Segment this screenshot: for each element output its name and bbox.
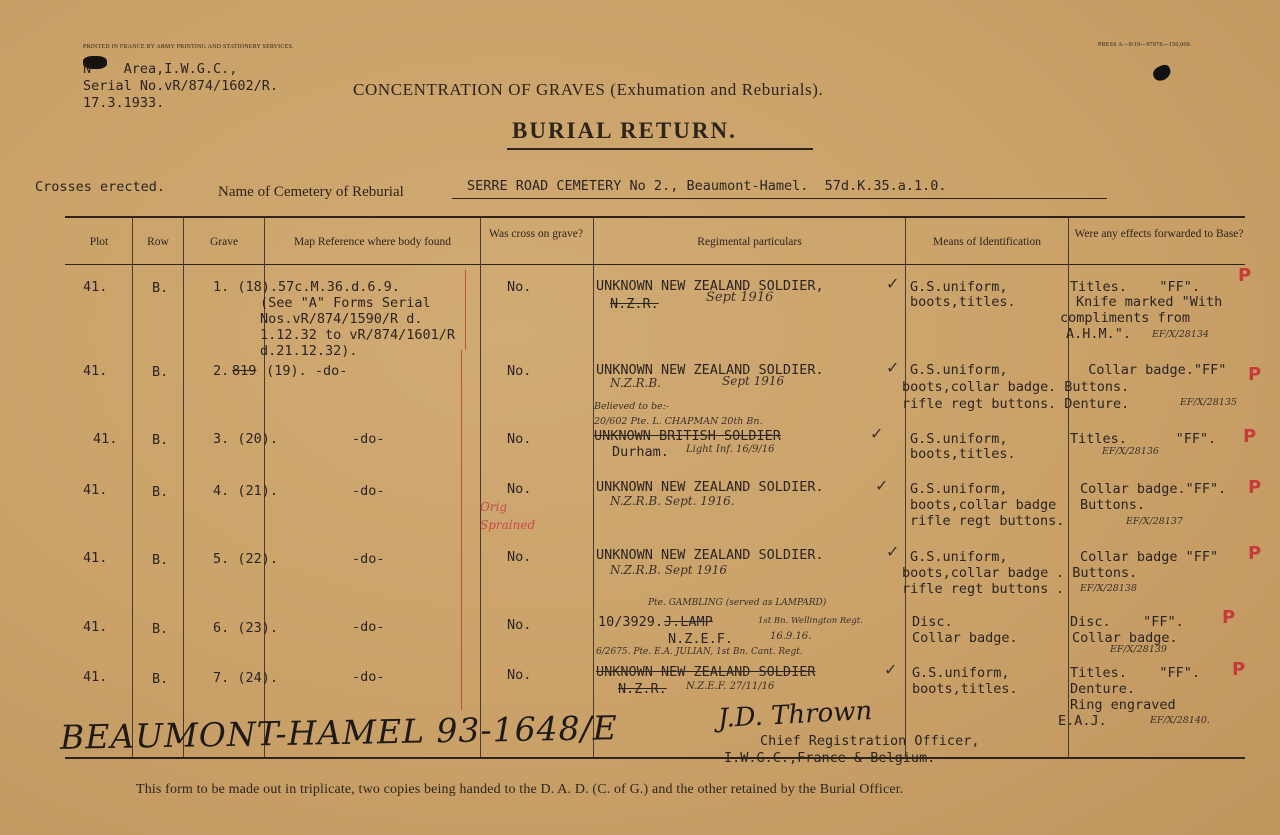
regimental-struck: UNKNOWN NEW ZEALAND SOLDIER	[596, 664, 816, 680]
press-note: PRESS A—9/19—9787S—150,000.	[1098, 42, 1192, 48]
red-mark: P	[1243, 426, 1257, 447]
regimental-line2: N.Z.R.B.	[610, 376, 661, 390]
officer-organisation: I.W.G.C.,France & Belgium.	[724, 750, 936, 766]
effects-line: Titles. "FF".	[1070, 431, 1217, 447]
regimental-hand: N.Z.R.B. Sept. 1916.	[610, 494, 735, 508]
effects-ref: EF/X/28140.	[1150, 715, 1210, 726]
map-ref-line: Nos.vR/874/1590/R d.	[260, 311, 423, 327]
effects-line: . Denture.	[1048, 396, 1130, 412]
identification-line: G.S.uniform,	[912, 665, 1010, 681]
cross-cell: No.	[507, 617, 532, 633]
effects-line: .	[1056, 581, 1065, 597]
check-mark-icon: ✓	[884, 660, 898, 679]
regimental-line1: 10/3929.	[598, 614, 664, 630]
regimental-struck: UNKNOWN BRITISH SOLDIER	[594, 428, 781, 444]
red-mark: P	[1238, 265, 1252, 286]
identification-line: boots,collar badge	[902, 379, 1049, 395]
check-mark-icon: ✓	[870, 424, 884, 443]
map-ref-cell: -do-	[352, 431, 385, 447]
regimental-hand-note: 6/2675. Pte. E.A. JULIAN, 1st Bn. Cant. Regt.	[596, 647, 803, 657]
effects-ref: EF/X/28137	[1126, 516, 1183, 527]
col-divider	[905, 217, 906, 757]
regimental-line: UNKNOWN NEW ZEALAND SOLDIER.	[596, 547, 824, 563]
effects-line: Titles. "FF".	[1070, 279, 1201, 295]
regimental-hand: Sept 1916	[722, 374, 785, 388]
effects-line: Collar badge "FF"	[1080, 549, 1219, 565]
area-line: N Area,I.W.G.C.,	[83, 61, 238, 77]
plot-cell: 41.	[83, 669, 108, 685]
check-mark-icon: ✓	[875, 476, 889, 495]
handwritten-reference: BEAUMONT-HAMEL 93-1648/E	[59, 708, 619, 757]
col-divider	[183, 217, 184, 757]
regimental-hand-name: 20/602 Pte. L. CHAPMAN 20th Bn.	[594, 416, 763, 427]
col-divider	[132, 217, 133, 757]
row-cell: B.	[152, 621, 169, 637]
regimental-line2: Durham.	[612, 444, 669, 460]
cross-cell: No.	[507, 549, 532, 565]
printer-note: PRINTED IN FRANCE BY ARMY PRINTING AND STATIONERY SERVICES.	[83, 44, 294, 50]
effects-line: E.A.J.	[1058, 713, 1107, 729]
grave-cell: 6. (23).	[213, 620, 279, 636]
column-header-effects: Were any effects forwarded to Base?	[1074, 228, 1244, 240]
row-cell: B.	[152, 280, 169, 296]
plot-cell: 41.	[83, 482, 108, 498]
regimental-struck: N.Z.R.	[610, 296, 659, 312]
effects-line: . Buttons.	[1056, 565, 1138, 581]
identification-line: boots,collar badge	[902, 565, 1049, 581]
effects-ref: EF/X/28135	[1180, 397, 1237, 408]
column-header-map-reference: Map Reference where body found	[293, 236, 452, 248]
effects-line: A.H.M.".	[1066, 326, 1132, 342]
cemetery-underline	[452, 198, 1107, 199]
map-ref-line: 1.12.32 to vR/874/1601/R	[260, 327, 456, 343]
red-mark: P	[1222, 607, 1236, 628]
regimental-hand: N.Z.R.B. Sept 1916	[610, 563, 727, 577]
identification-line: Collar badge.	[912, 630, 1018, 646]
effects-ref: EF/X/28134	[1152, 329, 1209, 340]
form-instruction: This form to be made out in triplicate, two copies being handed to the D. A. D. (C. of G.) and the other retained by the Burial Officer.	[136, 782, 904, 797]
regimental-hand: Light Inf. 16/9/16	[686, 444, 775, 455]
serial-line: Serial No.vR/874/1602/R.	[83, 78, 279, 94]
cemetery-value: SERRE ROAD CEMETERY No 2., Beaumont-Hamel. 57d.K.35.a.1.0.	[467, 178, 947, 194]
col-divider	[480, 217, 481, 757]
effects-line: Collar badge."FF"	[1072, 362, 1227, 378]
red-bracket-line	[465, 270, 466, 350]
check-mark-icon: ✓	[886, 358, 900, 377]
effects-ref: EF/X/28136	[1102, 446, 1159, 457]
cross-cell: No.	[507, 279, 532, 295]
red-annotation: Orig Sprained	[480, 500, 536, 532]
identification-line: boots,collar badge	[910, 497, 1057, 513]
identification-line: G.S.uniform,	[910, 279, 1008, 295]
table-bottom-border	[65, 757, 1245, 759]
cross-cell: No.	[507, 431, 532, 447]
grave-cell: 4. (21).	[213, 483, 279, 499]
identification-line: G.S.uniform,	[910, 362, 1008, 378]
effects-line: Disc. "FF".	[1070, 614, 1184, 630]
plot-cell: 41.	[83, 619, 108, 635]
regimental-hand-note: Believed to be:-	[594, 401, 670, 412]
column-header-cross: Was cross on grave?	[489, 228, 583, 240]
column-header-plot: Plot	[89, 236, 109, 248]
effects-line: Denture.	[1070, 681, 1136, 697]
form-title: CONCENTRATION OF GRAVES (Exhumation and Reburials).	[353, 80, 824, 99]
regimental-hand-unit: 1st Bn. Wellington Regt.	[758, 616, 863, 626]
column-header-identification: Means of Identification	[933, 236, 1041, 248]
identification-line: rifle regt buttons.	[910, 513, 1065, 529]
cemetery-label: Name of Cemetery of Reburial	[218, 184, 404, 200]
regimental-line: UNKNOWN NEW ZEALAND SOLDIER.	[596, 362, 824, 378]
row-cell: B.	[152, 552, 169, 568]
column-header-grave: Grave	[209, 236, 239, 248]
identification-line: G.S.uniform,	[910, 431, 1008, 447]
regimental-hand: N.Z.E.F. 27/11/16	[686, 681, 775, 692]
grave-struck: 819	[232, 363, 257, 379]
regimental-line: UNKNOWN NEW ZEALAND SOLDIER.	[596, 479, 824, 495]
row-cell: B.	[152, 432, 169, 448]
red-mark: P	[1248, 477, 1262, 498]
identification-line: boots,titles.	[910, 294, 1016, 310]
ink-blot	[1151, 63, 1173, 83]
regimental-hand: Sept 1916	[706, 290, 774, 305]
effects-line: Ring engraved	[1070, 697, 1176, 713]
plot-cell: 41.	[93, 431, 118, 447]
check-mark-icon: ✓	[886, 274, 900, 293]
effects-ref: EF/X/28138	[1080, 583, 1137, 594]
date-line: 17.3.1933.	[83, 95, 165, 111]
grave-cell: 5. (22).	[213, 551, 279, 567]
effects-line: Collar badge."FF".	[1080, 481, 1227, 497]
effects-line: Collar badge.	[1072, 630, 1178, 646]
effects-line: Knife marked "With	[1076, 294, 1223, 310]
crosses-erected-note: Crosses erected.	[35, 179, 166, 195]
plot-cell: 41.	[83, 279, 108, 295]
regimental-line: UNKNOWN NEW ZEALAND SOLDIER,	[596, 278, 824, 294]
identification-line: boots,titles.	[912, 681, 1018, 697]
row-cell: B.	[152, 484, 169, 500]
map-ref-line: (See "A" Forms Serial	[260, 295, 431, 311]
map-ref-cell: -do-	[352, 619, 385, 635]
map-ref-cell: (19). -do-	[258, 363, 348, 379]
burial-return-title: BURIAL RETURN.	[512, 118, 737, 143]
grave-cell: 3. (20).	[213, 431, 279, 447]
effects-line: Buttons.	[1080, 497, 1146, 513]
identification-line: boots,titles.	[910, 446, 1016, 462]
check-mark-icon: ✓	[886, 542, 900, 561]
column-header-row: Row	[147, 236, 169, 248]
effects-line: . Buttons.	[1048, 379, 1130, 395]
map-ref-cell: -do-	[352, 669, 385, 685]
title-underline	[507, 148, 813, 150]
signature: J.D. Thrown	[717, 695, 873, 735]
identification-line: Disc.	[912, 614, 953, 630]
regimental-struck: J.LAMP	[664, 614, 713, 630]
map-ref-cell: -do-	[352, 551, 385, 567]
plot-cell: 41.	[83, 550, 108, 566]
red-bracket-line	[461, 350, 462, 710]
col-divider	[593, 217, 594, 757]
map-ref-line: d.21.12.32).	[260, 343, 358, 359]
regimental-hand-note: Pte. GAMBLING (served as LAMPARD)	[648, 598, 827, 608]
plot-cell: 41.	[83, 363, 108, 379]
grave-cell: 7. (24).	[213, 670, 279, 686]
cross-cell: No.	[507, 667, 532, 683]
regimental-line2: N.Z.E.F.	[668, 631, 734, 647]
regimental-hand: 16.9.16.	[770, 631, 812, 642]
row-cell: B.	[152, 364, 169, 380]
grave-cell: 1. (18).57c.M.36.d.6.9.	[213, 279, 400, 295]
effects-ref: EF/X/28139	[1110, 644, 1167, 655]
identification-line: rifle regt buttons	[902, 581, 1049, 597]
map-ref-cell: -do-	[352, 483, 385, 499]
column-header-regimental: Regimental particulars	[697, 236, 802, 248]
regimental-struck2: N.Z.R.	[618, 681, 667, 697]
identification-line: rifle regt buttons	[902, 396, 1049, 412]
identification-line: G.S.uniform,	[910, 549, 1008, 565]
officer-title: Chief Registration Officer,	[760, 733, 980, 749]
col-divider	[1068, 217, 1069, 757]
effects-line: compliments from	[1060, 310, 1191, 326]
cross-cell: No.	[507, 481, 532, 497]
effects-line: Titles. "FF".	[1070, 665, 1201, 681]
red-mark: P	[1248, 364, 1262, 385]
red-mark: P	[1232, 659, 1246, 680]
red-mark: P	[1248, 543, 1262, 564]
row-cell: B.	[152, 671, 169, 687]
grave-cell: 2.	[213, 363, 230, 379]
identification-line: G.S.uniform,	[910, 481, 1008, 497]
cross-cell: No.	[507, 363, 532, 379]
